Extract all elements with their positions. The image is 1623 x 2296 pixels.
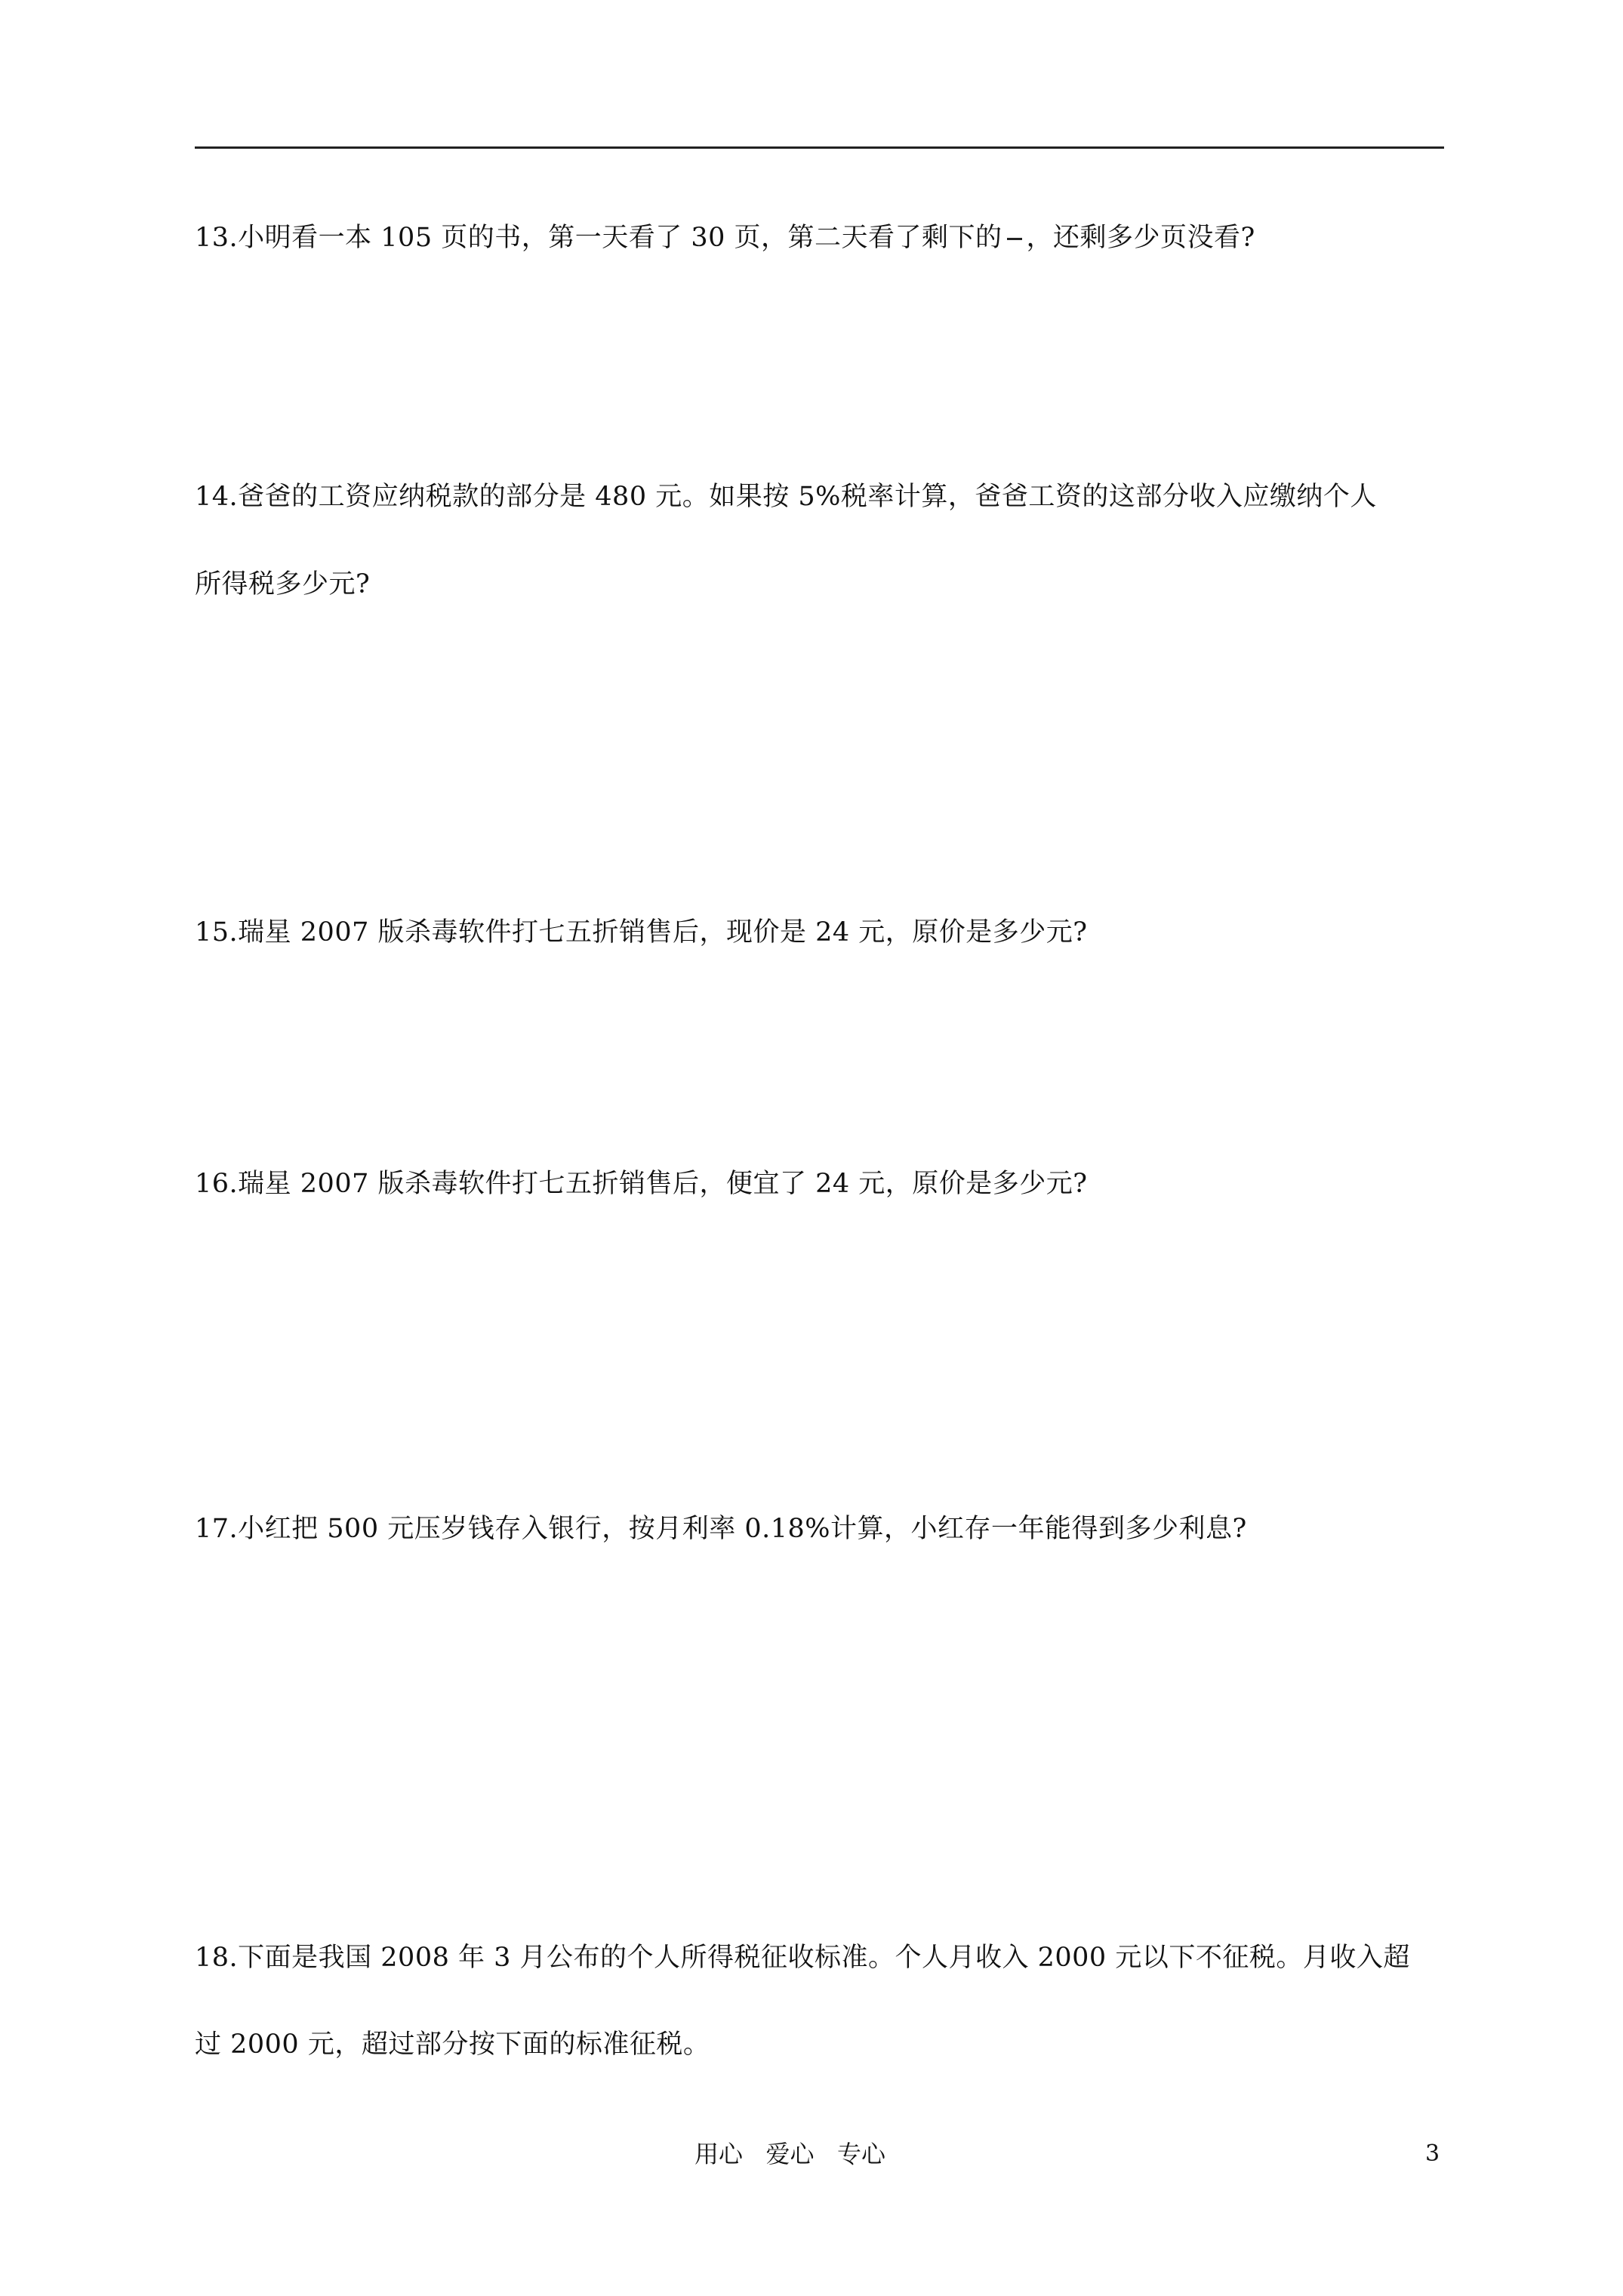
question-13: [195, 221, 1255, 254]
footer-motto: 用心 爱心 专心: [694, 2140, 886, 2168]
question-17: 17.小红把 500 元压岁钱存入银行，按月利率 0.18%计算，小红存一年能得到多少利息?: [195, 1514, 1247, 1544]
question-14-line-2: 所得税多少元?: [195, 569, 371, 599]
page-number: 3: [1425, 2140, 1440, 2167]
question-14-line-1: 14.爸爸的工资应纳税款的部分是 480 元。如果按 5%税率计算，爸爸工资的这部分收入应缴纳个人: [195, 482, 1377, 512]
question-18-line-1: 18.下面是我国 2008 年 3 月公布的个人所得税征收标准。个人月收入 2000 元以下不征税。月收入超: [195, 1943, 1410, 1973]
question-13-text-before: 13.小明看一本 105 页的书，第一天看了 30 页，第二天看了剩下的: [195, 223, 1002, 253]
question-15: 15.瑞星 2007 版杀毒软件打七五折销售后，现价是 24 元，原价是多少元?: [195, 917, 1088, 948]
fraction-placeholder: [1007, 238, 1022, 240]
question-13-text-after: ，还剩多少页没看?: [1026, 223, 1255, 253]
question-16: 16.瑞星 2007 版杀毒软件打七五折销售后，便宜了 24 元，原价是多少元?: [195, 1169, 1088, 1199]
header-rule: [195, 146, 1444, 149]
question-18-line-2: 过 2000 元，超过部分按下面的标准征税。: [195, 2029, 710, 2060]
